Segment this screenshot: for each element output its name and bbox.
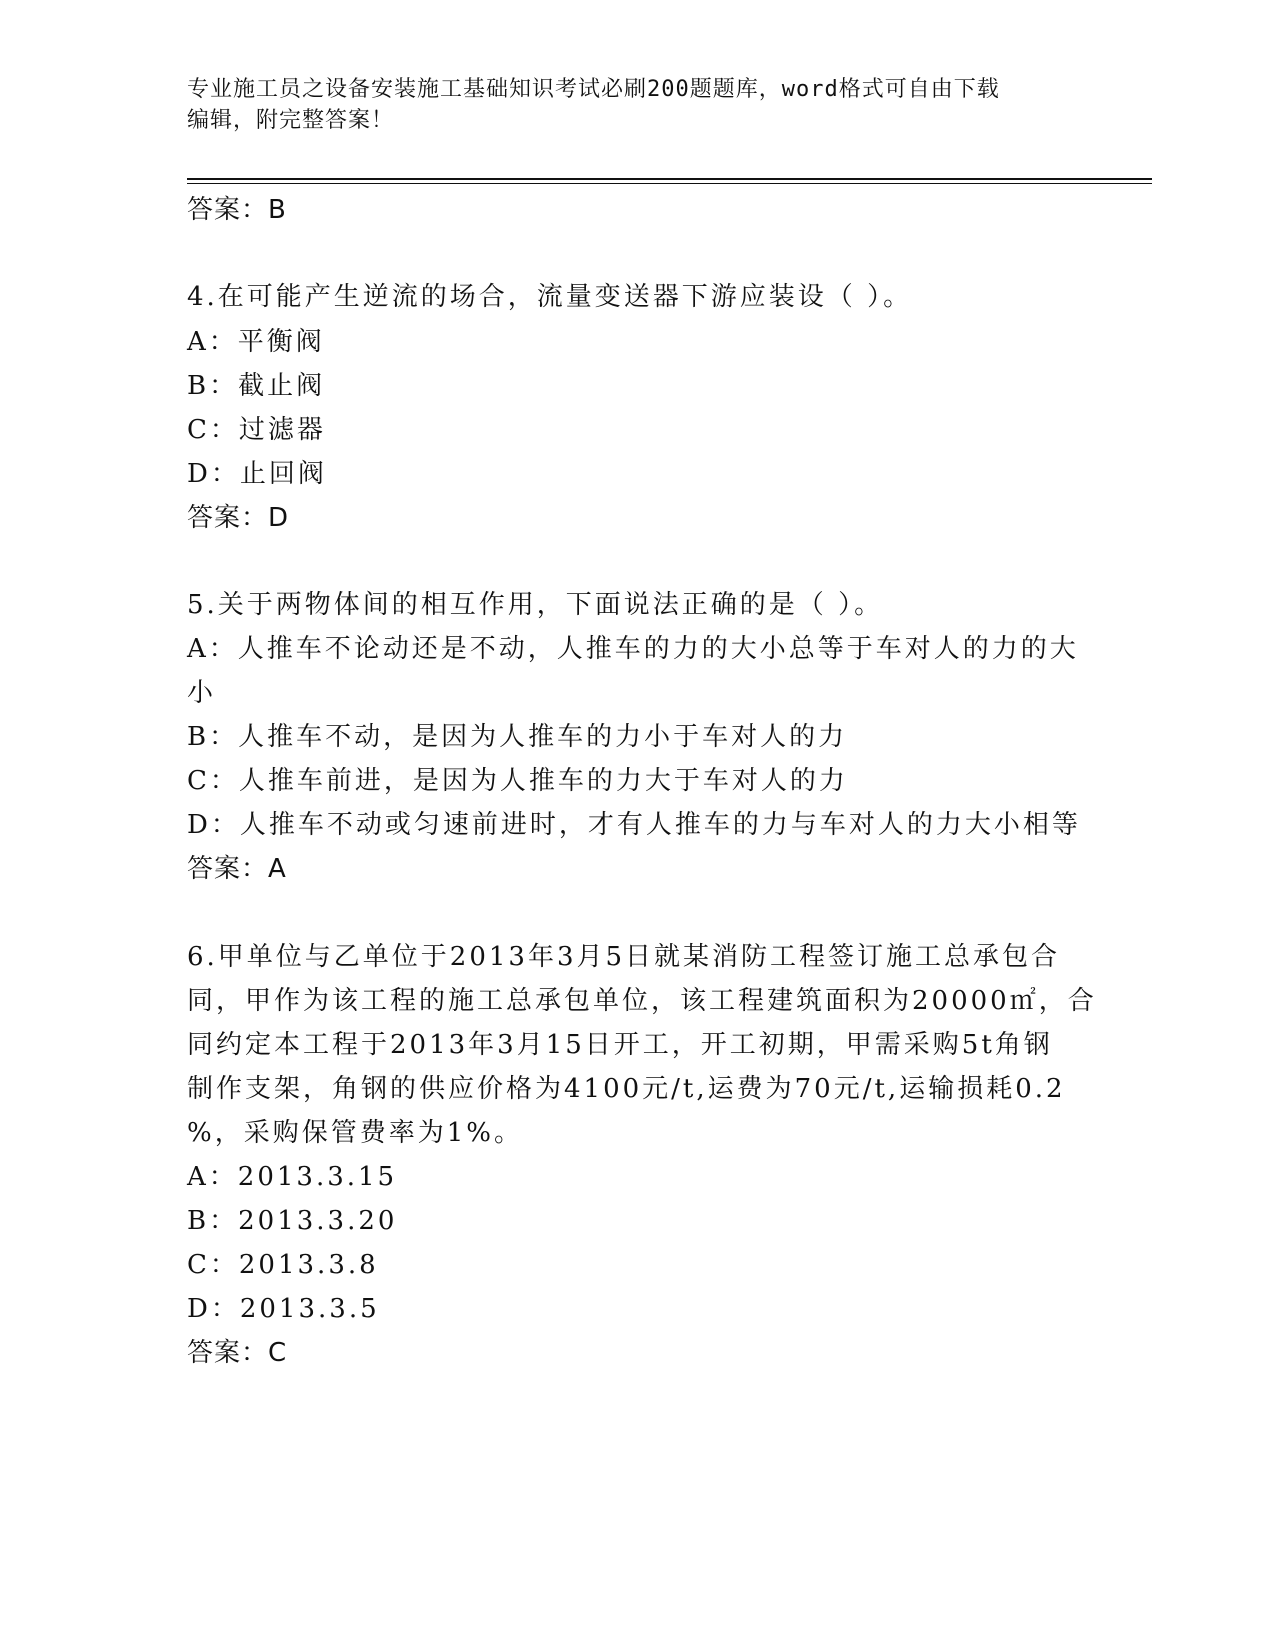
header-divider-thin: [187, 183, 1152, 184]
header-title-line-1: 专业施工员之设备安装施工基础知识考试必刷200题题库，word格式可自由下载: [187, 77, 1000, 102]
question-6-text-line-3: 同约定本工程于2013年3月15日开工，开工初期，甲需采购5t角钢: [187, 1030, 1053, 1060]
answer-prev: 答案：B: [187, 195, 287, 225]
question-6-text-line-2: 同，甲作为该工程的施工总承包单位，该工程建筑面积为20000㎡，合: [187, 986, 1097, 1016]
question-5-text: 5.关于两物体间的相互作用，下面说法正确的是（ ）。: [187, 590, 884, 620]
question-4-text: 4.在可能产生逆流的场合，流量变送器下游应装设（ ）。: [187, 282, 913, 312]
question-6-option-a: A：2013.3.15: [187, 1162, 398, 1192]
question-5-option-d: D：人推车不动或匀速前进时，才有人推车的力与车对人的力大小相等: [187, 810, 1081, 840]
question-5-option-c: C：人推车前进，是因为人推车的力大于车对人的力: [187, 766, 848, 796]
question-6-text-line-4: 制作支架，角钢的供应价格为4100元/t,运费为70元/t,运输损耗0.2: [187, 1074, 1066, 1104]
question-6-text-line-1: 6.甲单位与乙单位于2013年3月5日就某消防工程签订施工总承包合: [187, 942, 1061, 972]
question-5-option-b: B：人推车不动，是因为人推车的力小于车对人的力: [187, 722, 848, 752]
question-6-text-line-5: %，采购保管费率为1%。: [187, 1118, 523, 1148]
question-6-option-c: C：2013.3.8: [187, 1250, 379, 1280]
question-4-option-b: B：截止阀: [187, 371, 326, 401]
question-5-answer: 答案：A: [187, 854, 287, 884]
question-4-answer: 答案：D: [187, 503, 290, 533]
header-divider-thick: [187, 178, 1152, 180]
question-4-option-a: A：平衡阀: [187, 327, 325, 357]
question-4-option-d: D：止回阀: [187, 459, 327, 489]
question-4-option-c: C：过滤器: [187, 415, 326, 445]
question-6-option-d: D：2013.3.5: [187, 1294, 380, 1324]
question-6-option-b: B：2013.3.20: [187, 1206, 398, 1236]
question-6-answer: 答案：C: [187, 1338, 288, 1368]
page-header: [187, 74, 1087, 136]
header-title-line-2: 编辑，附完整答案！: [187, 108, 395, 133]
question-5-option-a: A：人推车不论动还是不动，人推车的力的大小总等于车对人的力的大: [187, 634, 1079, 664]
question-5-option-a-cont: 小: [187, 678, 217, 708]
